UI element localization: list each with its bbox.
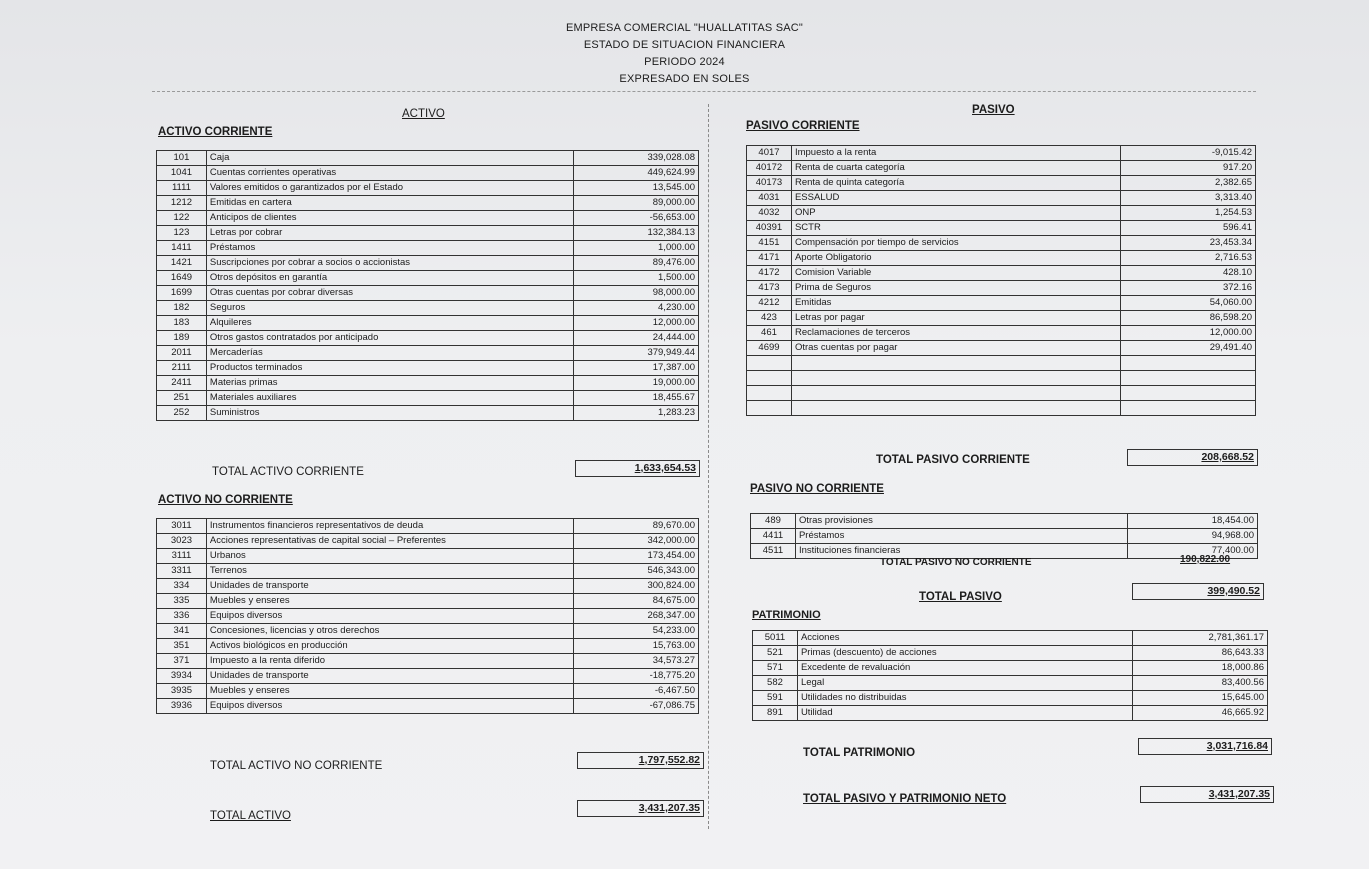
account-name: Primas (descuento) de acciones — [797, 646, 1132, 661]
table-row — [747, 326, 1256, 341]
account-amount: 449,624.99 — [574, 166, 699, 181]
report-period: PERIODO 2024 — [644, 56, 725, 68]
account-name: Compensación por tiempo de servicios — [791, 236, 1120, 251]
empty-row — [747, 356, 1256, 371]
activo-no-corriente-table — [156, 518, 699, 714]
account-amount: 15,645.00 — [1133, 691, 1268, 706]
table-row — [747, 221, 1256, 236]
table-row — [753, 706, 1268, 721]
account-code: 2011 — [157, 346, 207, 361]
table-row — [157, 301, 699, 316]
account-name: Préstamos — [206, 241, 573, 256]
empty-cell — [747, 401, 792, 416]
account-code: 2111 — [157, 361, 207, 376]
account-amount: 34,573.27 — [574, 654, 699, 669]
pasivo-corriente-heading: PASIVO CORRIENTE — [746, 120, 860, 132]
account-name: Otros depósitos en garantía — [206, 271, 573, 286]
empty-cell — [747, 371, 792, 386]
account-amount: 89,000.00 — [574, 196, 699, 211]
account-code: 101 — [157, 151, 207, 166]
account-name: Valores emitidos o garantizados por el Estado — [206, 181, 573, 196]
account-name: Materiales auxiliares — [206, 391, 573, 406]
account-amount: 2,382.65 — [1121, 176, 1256, 191]
account-amount: 46,665.92 — [1133, 706, 1268, 721]
table-row — [747, 206, 1256, 221]
account-code: 591 — [753, 691, 798, 706]
account-code: 521 — [753, 646, 798, 661]
table-row — [751, 514, 1258, 529]
account-code: 4032 — [747, 206, 792, 221]
account-name: Muebles y enseres — [206, 684, 573, 699]
table-row — [157, 286, 699, 301]
account-name: Prima de Seguros — [791, 281, 1120, 296]
table-row — [747, 161, 1256, 176]
table-row — [747, 146, 1256, 161]
pasivo-no-corriente-heading: PASIVO NO CORRIENTE — [750, 483, 884, 495]
account-amount: 596.41 — [1121, 221, 1256, 236]
empty-cell — [1121, 356, 1256, 371]
account-amount: 54,233.00 — [574, 624, 699, 639]
account-code: 5011 — [753, 631, 798, 646]
empty-row — [747, 401, 1256, 416]
account-code: 1649 — [157, 271, 207, 286]
account-name: Utilidades no distribuidas — [797, 691, 1132, 706]
account-code: 1411 — [157, 241, 207, 256]
total-pasivo-no-corriente-value: 190,822.00 — [1180, 554, 1231, 565]
account-code: 123 — [157, 226, 207, 241]
table-row — [753, 646, 1268, 661]
table-row — [157, 181, 699, 196]
account-code: 4172 — [747, 266, 792, 281]
account-name: Renta de cuarta categoría — [791, 161, 1120, 176]
table-row — [157, 256, 699, 271]
total-activo-label: TOTAL ACTIVO — [210, 810, 291, 822]
account-name: Productos terminados — [206, 361, 573, 376]
account-name: Alquileres — [206, 316, 573, 331]
account-code: 571 — [753, 661, 798, 676]
column-divider — [708, 104, 709, 829]
account-amount: 342,000.00 — [574, 534, 699, 549]
account-amount: 2,716.53 — [1121, 251, 1256, 266]
account-name: Otras provisiones — [795, 514, 1127, 529]
account-name: Equipos diversos — [206, 609, 573, 624]
account-amount: -9,015.42 — [1121, 146, 1256, 161]
table-row — [157, 196, 699, 211]
total-pasivo-patrimonio-value: 3,431,207.35 — [1140, 786, 1274, 803]
account-code: 3011 — [157, 519, 207, 534]
empty-cell — [791, 356, 1120, 371]
account-code: 1421 — [157, 256, 207, 271]
account-name: Otras cuentas por pagar — [791, 341, 1120, 356]
table-row — [157, 624, 699, 639]
account-code: 40172 — [747, 161, 792, 176]
account-amount: 89,670.00 — [574, 519, 699, 534]
account-code: 40173 — [747, 176, 792, 191]
table-row — [157, 361, 699, 376]
account-amount: 1,500.00 — [574, 271, 699, 286]
account-amount: 1,000.00 — [574, 241, 699, 256]
total-pasivo-label: TOTAL PASIVO — [919, 591, 1002, 603]
account-name: Emitidas en cartera — [206, 196, 573, 211]
account-name: Equipos diversos — [206, 699, 573, 714]
account-amount: 132,384.13 — [574, 226, 699, 241]
account-amount: 77,400.00 — [1128, 544, 1258, 559]
table-row — [157, 579, 699, 594]
total-pasivo-corriente-value: 208,668.52 — [1127, 449, 1258, 466]
account-code: 489 — [751, 514, 796, 529]
header-divider — [152, 91, 1256, 92]
account-amount: 29,491.40 — [1121, 341, 1256, 356]
account-name: Utilidad — [797, 706, 1132, 721]
table-row — [747, 191, 1256, 206]
empty-cell — [791, 401, 1120, 416]
account-code: 582 — [753, 676, 798, 691]
account-code: 1699 — [157, 286, 207, 301]
activo-no-corriente-heading: ACTIVO NO CORRIENTE — [158, 494, 293, 506]
account-name: Legal — [797, 676, 1132, 691]
account-code: 4031 — [747, 191, 792, 206]
account-name: Aporte Obligatorio — [791, 251, 1120, 266]
table-row — [157, 654, 699, 669]
empty-row — [747, 371, 1256, 386]
table-row — [753, 631, 1268, 646]
account-code: 3935 — [157, 684, 207, 699]
account-name: ESSALUD — [791, 191, 1120, 206]
activo-corriente-table — [156, 150, 699, 421]
table-row — [157, 564, 699, 579]
account-name: Comision Variable — [791, 266, 1120, 281]
account-amount: -18,775.20 — [574, 669, 699, 684]
account-name: ONP — [791, 206, 1120, 221]
account-name: Impuesto a la renta diferido — [206, 654, 573, 669]
table-row — [157, 151, 699, 166]
account-code: 4151 — [747, 236, 792, 251]
account-code: 3023 — [157, 534, 207, 549]
activo-corriente-heading: ACTIVO CORRIENTE — [158, 126, 273, 138]
table-row — [157, 549, 699, 564]
account-code: 2411 — [157, 376, 207, 391]
table-row — [157, 331, 699, 346]
table-row — [747, 236, 1256, 251]
account-amount: -6,467.50 — [574, 684, 699, 699]
table-row — [157, 226, 699, 241]
account-amount: 19,000.00 — [574, 376, 699, 391]
total-pasivo-patrimonio-label: TOTAL PASIVO Y PATRIMONIO NETO — [803, 793, 1007, 805]
account-name: Otros gastos contratados por anticipado — [206, 331, 573, 346]
empty-cell — [747, 386, 792, 401]
account-name: Mercaderías — [206, 346, 573, 361]
total-activo-corriente-value: 1,633,654.53 — [575, 460, 700, 477]
account-name: Caja — [206, 151, 573, 166]
account-code: 122 — [157, 211, 207, 226]
table-row — [157, 241, 699, 256]
table-row — [747, 311, 1256, 326]
empty-cell — [791, 371, 1120, 386]
table-row — [753, 676, 1268, 691]
table-row — [747, 341, 1256, 356]
account-amount: 18,000.86 — [1133, 661, 1268, 676]
account-amount: 18,454.00 — [1128, 514, 1258, 529]
account-amount: 94,968.00 — [1128, 529, 1258, 544]
account-amount: 12,000.00 — [574, 316, 699, 331]
account-name: Cuentas corrientes operativas — [206, 166, 573, 181]
table-row — [157, 519, 699, 534]
account-amount: 428.10 — [1121, 266, 1256, 281]
account-name: Anticipos de clientes — [206, 211, 573, 226]
account-name: Impuesto a la renta — [791, 146, 1120, 161]
table-row — [157, 534, 699, 549]
account-code: 189 — [157, 331, 207, 346]
total-activo-no-corriente-label: TOTAL ACTIVO NO CORRIENTE — [210, 760, 383, 772]
account-name: Seguros — [206, 301, 573, 316]
account-amount: -67,086.75 — [574, 699, 699, 714]
account-name: Unidades de transporte — [206, 669, 573, 684]
table-row — [753, 691, 1268, 706]
account-name: Préstamos — [795, 529, 1127, 544]
pasivo-no-corriente-table — [750, 513, 1258, 559]
table-row — [157, 316, 699, 331]
account-code: 891 — [753, 706, 798, 721]
company-name: EMPRESA COMERCIAL "HUALLATITAS SAC" — [565, 22, 804, 34]
account-amount: 372.16 — [1121, 281, 1256, 296]
pasivo-heading: PASIVO — [972, 104, 1015, 116]
account-amount: 86,598.20 — [1121, 311, 1256, 326]
account-amount: 83,400.56 — [1133, 676, 1268, 691]
table-row — [157, 391, 699, 406]
account-name: Letras por cobrar — [206, 226, 573, 241]
activo-heading: ACTIVO — [402, 108, 445, 120]
account-code: 334 — [157, 579, 207, 594]
account-amount: 84,675.00 — [574, 594, 699, 609]
account-amount: 3,313.40 — [1121, 191, 1256, 206]
account-amount: 1,254.53 — [1121, 206, 1256, 221]
report-currency: EXPRESADO EN SOLES — [619, 73, 750, 85]
account-amount: 86,643.33 — [1133, 646, 1268, 661]
report-title: ESTADO DE SITUACION FINANCIERA — [583, 39, 786, 51]
account-amount: 54,060.00 — [1121, 296, 1256, 311]
account-amount: 89,476.00 — [574, 256, 699, 271]
account-code: 341 — [157, 624, 207, 639]
account-code: 335 — [157, 594, 207, 609]
account-name: Suscripciones por cobrar a socios o accionistas — [206, 256, 573, 271]
table-row — [157, 271, 699, 286]
account-code: 3934 — [157, 669, 207, 684]
account-code: 4411 — [751, 529, 796, 544]
account-amount: 13,545.00 — [574, 181, 699, 196]
table-row — [157, 594, 699, 609]
account-amount: 339,028.08 — [574, 151, 699, 166]
table-row — [157, 669, 699, 684]
account-name: Acciones representativas de capital social – Preferentes — [206, 534, 573, 549]
account-name: Renta de quinta categoría — [791, 176, 1120, 191]
table-row — [747, 281, 1256, 296]
account-name: Muebles y enseres — [206, 594, 573, 609]
total-pasivo-value: 399,490.52 — [1132, 583, 1264, 600]
account-code: 1041 — [157, 166, 207, 181]
account-code: 1212 — [157, 196, 207, 211]
report-header — [0, 20, 1369, 88]
total-activo-corriente-label: TOTAL ACTIVO CORRIENTE — [212, 466, 364, 478]
empty-cell — [791, 386, 1120, 401]
table-row — [747, 266, 1256, 281]
account-amount: 1,283.23 — [574, 406, 699, 421]
account-code: 351 — [157, 639, 207, 654]
account-name: Suministros — [206, 406, 573, 421]
account-amount: 2,781,361.17 — [1133, 631, 1268, 646]
account-code: 40391 — [747, 221, 792, 236]
table-row — [157, 699, 699, 714]
account-amount: 4,230.00 — [574, 301, 699, 316]
account-name: Urbanos — [206, 549, 573, 564]
table-row — [157, 406, 699, 421]
account-amount: 18,455.67 — [574, 391, 699, 406]
account-name: Activos biológicos en producción — [206, 639, 573, 654]
account-code: 3111 — [157, 549, 207, 564]
account-code: 3311 — [157, 564, 207, 579]
account-code: 4511 — [751, 544, 796, 559]
table-row — [157, 684, 699, 699]
account-amount: 300,824.00 — [574, 579, 699, 594]
account-code: 461 — [747, 326, 792, 341]
table-row — [747, 296, 1256, 311]
account-name: Unidades de transporte — [206, 579, 573, 594]
total-pasivo-no-corriente-label: TOTAL PASIVO NO CORRIENTE — [880, 557, 1032, 568]
pasivo-corriente-table — [746, 145, 1256, 416]
empty-cell — [747, 356, 792, 371]
table-row — [157, 166, 699, 181]
account-name: Excedente de revaluación — [797, 661, 1132, 676]
account-code: 4173 — [747, 281, 792, 296]
account-code: 423 — [747, 311, 792, 326]
empty-cell — [1121, 401, 1256, 416]
table-row — [747, 176, 1256, 191]
account-code: 4699 — [747, 341, 792, 356]
total-activo-no-corriente-value: 1,797,552.82 — [577, 752, 704, 769]
account-name: Materias primas — [206, 376, 573, 391]
account-code: 182 — [157, 301, 207, 316]
empty-cell — [1121, 371, 1256, 386]
total-patrimonio-label: TOTAL PATRIMONIO — [803, 747, 916, 759]
account-name: SCTR — [791, 221, 1120, 236]
total-patrimonio-value: 3,031,716.84 — [1138, 738, 1272, 755]
table-row — [157, 639, 699, 654]
account-name: Instrumentos financieros representativos de deuda — [206, 519, 573, 534]
account-code: 3936 — [157, 699, 207, 714]
table-row — [751, 529, 1258, 544]
table-row — [157, 346, 699, 361]
account-amount: 15,763.00 — [574, 639, 699, 654]
account-code: 4017 — [747, 146, 792, 161]
account-name: Otras cuentas por cobrar diversas — [206, 286, 573, 301]
table-row — [753, 661, 1268, 676]
table-row — [747, 251, 1256, 266]
account-amount: 98,000.00 — [574, 286, 699, 301]
empty-row — [747, 386, 1256, 401]
table-row — [157, 211, 699, 226]
account-amount: 917.20 — [1121, 161, 1256, 176]
empty-cell — [1121, 386, 1256, 401]
account-code: 4171 — [747, 251, 792, 266]
account-code: 183 — [157, 316, 207, 331]
account-amount: 379,949.44 — [574, 346, 699, 361]
account-code: 251 — [157, 391, 207, 406]
account-amount: 268,347.00 — [574, 609, 699, 624]
account-amount: 23,453.34 — [1121, 236, 1256, 251]
account-name: Reclamaciones de terceros — [791, 326, 1120, 341]
account-name: Terrenos — [206, 564, 573, 579]
account-amount: 173,454.00 — [574, 549, 699, 564]
account-amount: 24,444.00 — [574, 331, 699, 346]
account-code: 4212 — [747, 296, 792, 311]
account-code: 252 — [157, 406, 207, 421]
account-amount: 12,000.00 — [1121, 326, 1256, 341]
account-code: 336 — [157, 609, 207, 624]
total-activo-value: 3,431,207.35 — [577, 800, 704, 817]
account-name: Acciones — [797, 631, 1132, 646]
account-name: Letras por pagar — [791, 311, 1120, 326]
account-amount: -56,653.00 — [574, 211, 699, 226]
account-name: Concesiones, licencias y otros derechos — [206, 624, 573, 639]
table-row — [157, 376, 699, 391]
account-name: Emitidas — [791, 296, 1120, 311]
account-code: 1111 — [157, 181, 207, 196]
account-amount: 17,387.00 — [574, 361, 699, 376]
total-pasivo-corriente-label: TOTAL PASIVO CORRIENTE — [876, 454, 1030, 466]
patrimonio-table — [752, 630, 1268, 721]
patrimonio-heading: PATRIMONIO — [752, 609, 821, 621]
account-code: 371 — [157, 654, 207, 669]
account-amount: 546,343.00 — [574, 564, 699, 579]
account-name: Instituciones financieras — [795, 544, 1127, 559]
table-row — [157, 609, 699, 624]
